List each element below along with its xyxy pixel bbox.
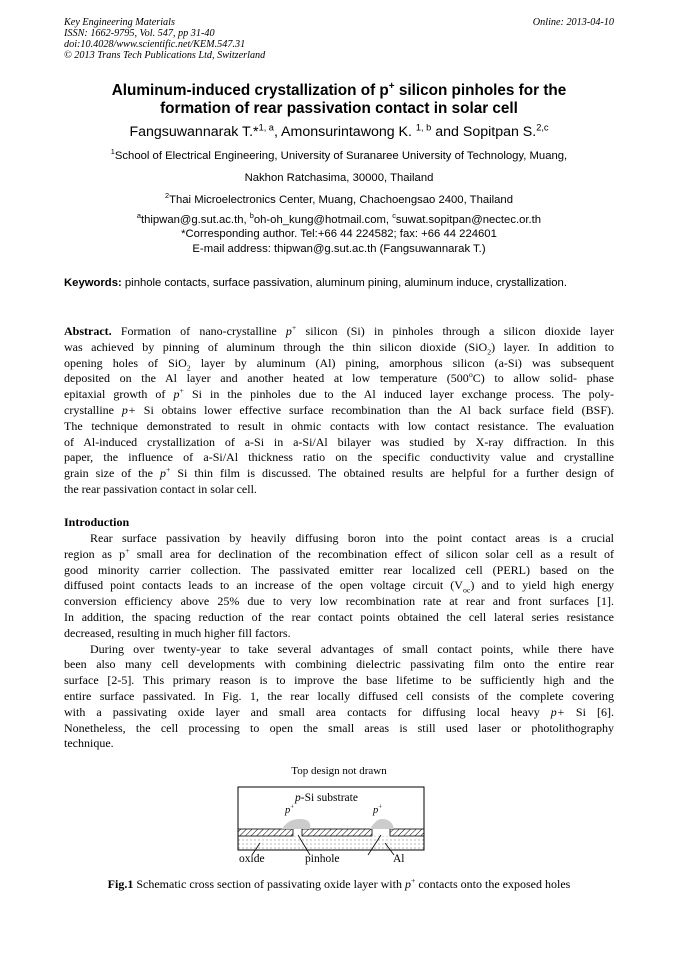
aff-text: School of Electrical Engineering, University of Suranaree University of Technology, Muang,	[114, 150, 568, 162]
figure-top-label: Top design not drawn	[291, 765, 387, 777]
intro-line: conversion efficiency above 25% due to very low recombination rate at rear and front surfaces [1].	[64, 594, 614, 609]
abstract-line: was achieved by pinning of aluminum through the thin silicon dioxide (SiO$_2$) layer. In addition to	[64, 339, 614, 357]
author-3: and Sopitpan S.	[431, 124, 537, 140]
affiliation-2	[64, 193, 614, 208]
author-sup: 1, a	[258, 122, 274, 133]
substrate-label: p-Si substrate	[295, 792, 358, 804]
keywords-label: Keywords:	[64, 277, 122, 289]
intro-line: technique.	[64, 736, 114, 751]
email-sup: c	[392, 211, 396, 221]
intro-line: with a passivating oxide layer and small area contacts for diffusing local heavy p+ Si [6].	[64, 704, 614, 719]
copyright: © 2013 Trans Tech Publications Ltd, Switzerland	[64, 50, 266, 61]
introduction-body	[64, 531, 614, 752]
email-a: thipwan@g.sut.ac.th,	[140, 214, 250, 226]
pplus-label-right: p+	[373, 803, 383, 816]
author-2: , Amonsurintawong K.	[273, 124, 416, 140]
affiliation-1	[64, 149, 614, 164]
email-sup: b	[249, 211, 254, 221]
intro-line: decreased, resulting in much higher fill factors.	[64, 625, 291, 640]
pinhole-label: pinhole	[305, 853, 340, 865]
abstract-line: the rear passivation contact in solar cell.	[64, 481, 257, 496]
abstract-line: paper, the influence of a-Si/Al thickness ratio on the specific conductivity value and crystalline	[64, 450, 614, 465]
title-text: silicon pinholes for the	[394, 82, 567, 99]
oxide-segment	[238, 829, 293, 836]
oxide-label: oxide	[239, 853, 265, 865]
aff-text: Thai Microelectronics Center, Muang, Chachoengsao 2400, Thailand	[169, 194, 513, 206]
keywords-text: pinhole contacts, surface passivation, aluminum pining, aluminum induce, crystallization.	[121, 277, 567, 289]
aff-sup: 2	[165, 191, 170, 201]
abstract-line: deposited on the Al layer and another heated at low temperature (500$^o$C) to allow solid- phase	[64, 370, 615, 386]
abstract	[64, 324, 614, 498]
title-sup: +	[388, 80, 395, 92]
intro-line: been also many cell developments with combining dielectric passivating film onto the entire rear	[64, 657, 614, 672]
al-layer	[238, 836, 424, 850]
figure-caption: Fig.1 Schematic cross section of passivating oxide layer with p+ contacts onto the exposed holes	[107, 876, 571, 891]
intro-line: In addition, the spacing reduction of the rear contact points obtained the cell lateral series resistance	[64, 609, 614, 624]
issn: ISSN: 1662-9795, Vol. 547, pp 31-40	[64, 28, 215, 39]
journal-header	[64, 17, 265, 61]
aff-sup: 1	[110, 147, 115, 157]
abstract-line: Abstract. Formation of nano-crystalline p+ silicon (Si) in pinholes through a silicon dioxide layer	[64, 323, 615, 338]
email-sup: a	[136, 211, 141, 221]
abstract-line: opening holes of SiO$_2$ layer by aluminum (Al) pining, amorphous silicon (a-Si) was subsequent	[64, 355, 614, 372]
title-text: Aluminum-induced crystallization of p	[111, 82, 389, 99]
abstract-line: of Al-induced crystallization of a-Si in a-Si/Al bilayer was studied by X-ray diffraction. In this	[64, 434, 614, 449]
abstract-line: epitaxial growth of p+ Si in the pinholes due to the Al induced layer exchange process. The poly-	[64, 386, 615, 402]
section-heading: Introduction	[64, 515, 130, 529]
email-b: oh-oh_kung@hotmail.com,	[253, 214, 393, 226]
online-date: Online: 2013-04-10	[532, 17, 614, 28]
intro-line: Nonetheless, the cell processing to open the small areas is still used laser or photolithography	[64, 720, 614, 735]
keywords	[64, 276, 614, 291]
paper-title	[64, 82, 614, 118]
intro-line: surface [2-5]. This primary reason is to improve the base lifetime to be sufficiently high and the	[64, 673, 614, 688]
corresponding-author: *Corresponding author. Tel:+66 44 224582; fax: +66 44 224601	[181, 228, 497, 240]
intro-line: entire surface passivated. In Fig. 1, the rear locally diffused cell consists of the complete covering	[64, 688, 614, 703]
abstract-line: crystalline p+ Si obtains lower effective surface recombination than the Al back surface field (BSF).	[64, 402, 615, 417]
email-c: suwat.sopitpan@nectec.or.th	[395, 214, 542, 226]
journal-name: Key Engineering Materials	[64, 17, 175, 28]
title-line-2: formation of rear passivation contact in solar cell	[160, 100, 518, 117]
email-address: E-mail address: thipwan@g.sut.ac.th (Fangsuwannarak T.)	[192, 243, 486, 255]
oxide-segment	[302, 829, 372, 836]
affiliation-1-line-2: Nakhon Ratchasima, 30000, Thailand	[244, 172, 434, 184]
abstract-line: grain size of the p+ Si thin film is discussed. The obtained results are helpful for a further design of	[64, 465, 614, 481]
intro-line: Rear surface passivation by heavily diffusing boron into the point contact areas is a crucial	[90, 531, 614, 545]
abstract-line: The technique demonstrated to result in ohmic contacts with low contact resistance. The evaluation	[64, 418, 614, 433]
oxide-segment	[390, 829, 424, 836]
authors	[64, 124, 614, 141]
intro-line: During over twenty-year to take several advantages of small contact points, while there have	[90, 641, 614, 656]
intro-line: diffused point contacts leads to an increase of the open voltage circuit $(V_{oc})$ and to yield high energy	[64, 578, 615, 595]
intro-line: good minority carrier collection. The passivated emitter rear localized cell (PERL) based on the	[64, 562, 614, 577]
intro-line: region as p+ small area for declination of the recombination effect of silicon solar cell as a result of	[64, 545, 615, 561]
doi: doi:10.4028/www.scientific.net/KEM.547.31	[64, 39, 246, 50]
pplus-label-left: p+	[285, 803, 295, 816]
author-1: Fangsuwannarak T.*	[129, 124, 259, 140]
author-sup: 1, b	[415, 122, 432, 133]
al-label: Al	[393, 853, 405, 865]
email-list	[64, 213, 614, 228]
author-sup: 2,c	[536, 122, 549, 133]
